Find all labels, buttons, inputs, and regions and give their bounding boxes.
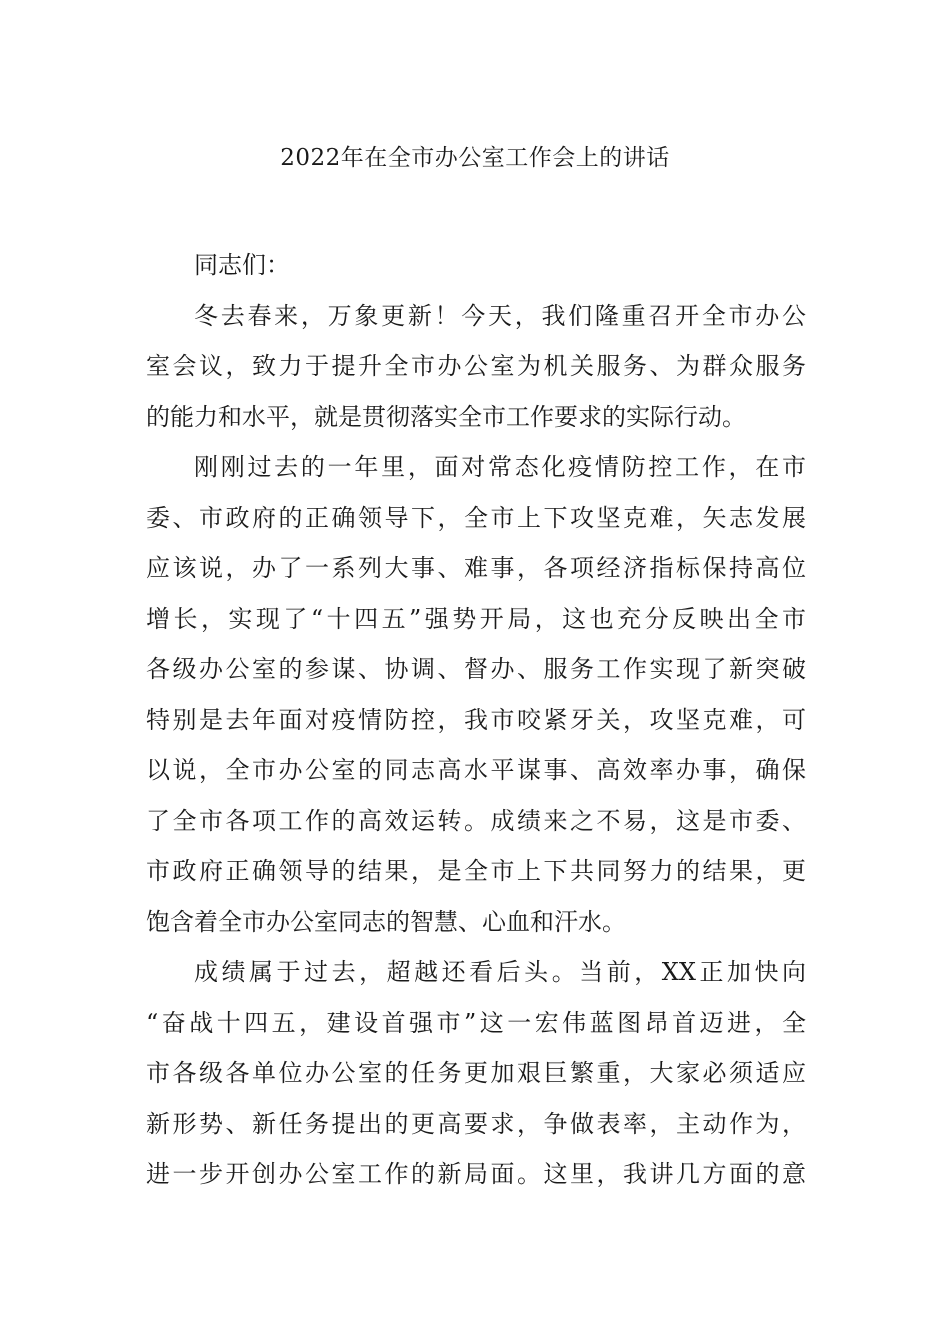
paragraph-line: 各级办公室的参谋、协调、督办、服务工作实现了新突破 — [146, 655, 806, 683]
paragraph-line: 成绩属于过去，超越还看后头。当前，XX正加快向 — [194, 958, 806, 986]
paragraph-line: 刚刚过去的一年里，面对常态化疫情防控工作，在市 — [194, 453, 806, 481]
document-body — [146, 240, 806, 1200]
paragraph-line: 了全市各项工作的高效运转。成绩来之不易，这是市委、 — [146, 806, 806, 835]
paragraph-line: 市各级各单位办公室的任务更加艰巨繁重，大家必须适应 — [146, 1059, 806, 1087]
paragraph-line: 应该说，办了一系列大事、难事，各项经济指标保持高位 — [146, 554, 806, 582]
paragraph-line: 饱含着全市办公室同志的智慧、心血和汗水。 — [146, 907, 626, 936]
salutation-line: 同志们： — [194, 251, 290, 279]
paragraph-line: 的能力和水平，就是贯彻落实全市工作要求的实际行动。 — [146, 402, 746, 431]
paragraph-line: 新形势、新任务提出的更高要求，争做表率，主动作为， — [146, 1109, 806, 1138]
document-title: 2022年在全市办公室工作会上的讲话 — [280, 145, 670, 171]
paragraph-line: 室会议，致力于提升全市办公室为机关服务、为群众服务 — [146, 352, 806, 380]
paragraph-line: 增长，实现了“十四五”强势开局，这也充分反映出全市 — [146, 604, 806, 633]
paragraph-line: 冬去春来，万象更新！今天，我们隆重召开全市办公 — [194, 301, 806, 330]
paragraph-line: 以说，全市办公室的同志高水平谋事、高效率办事，确保 — [146, 756, 806, 784]
paragraph-line: 特别是去年面对疫情防控，我市咬紧牙关，攻坚克难，可 — [146, 705, 806, 734]
paragraph-line: 委、市政府的正确领导下，全市上下攻坚克难，矢志发展 — [146, 503, 806, 532]
paragraph-line: 市政府正确领导的结果，是全市上下共同努力的结果，更 — [146, 857, 806, 885]
paragraph-line: “奋战十四五，建设首强市”这一宏伟蓝图昂首迈进，全 — [146, 1008, 806, 1037]
paragraph-line: 进一步开创办公室工作的新局面。这里，我讲几方面的意 — [146, 1160, 806, 1188]
